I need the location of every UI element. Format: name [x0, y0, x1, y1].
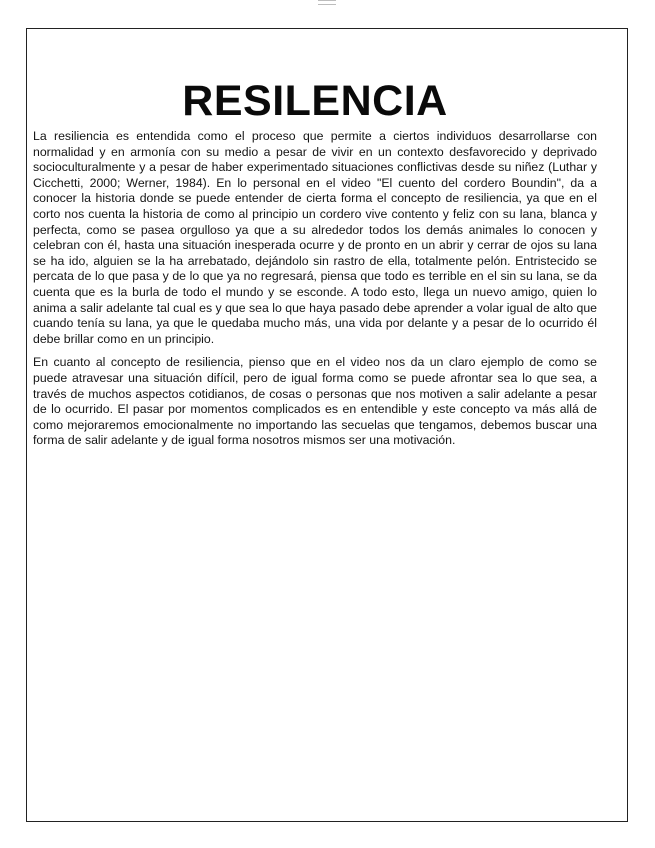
page-title: RESILENCIA: [182, 77, 448, 125]
document-body: [33, 48, 597, 449]
paragraph-1: La resiliencia es entendida como el proceso que permite a ciertos individuos desarrollarse con normalidad y en armonía con su medio a pesar de vivir en un contexto desfavorecido y deprivado socioculturalmente y a pesar de haber experimentado situaciones conflictivas desde su niñez (Luthar y Cicchetti, 2000; Werner, 1984). En lo personal en el video "El cuento del cordero Boundin", da a conocer la historia donde se puede entender de cierta forma el concepto de resiliencia, ya que en el corto nos cuenta la historia de como al principio un cordero vive contento y feliz con su lana, blanca y perfecta, como se pasea orgulloso ya que a su alrededor todos los demás animales lo conocen y celebran con él, hasta una situación inesperada ocurre y de pronto en un abrir y cerrar de ojos su lana se ha ido, alguien se la ha arrebatado, dejándolo sin rastro de ella, totalmente pelón. Entristecido se percata de lo que pasa y de lo que ya no regresará, piensa que todo es terrible en el sin su lana, se da cuenta que es la burla de todo el mundo y se esconde. A todo esto, llega un nuevo amigo, quien lo anima a salir adelante tal cual es y que sea lo que haya pasado debe aprender a volar igual de alto que cuando tenía su lana, ya que le quedaba mucho más, una vida por delante y a pesar de lo ocurrido él debe brillar como en un principio.: [33, 129, 597, 346]
paragraph-2: En cuanto al concepto de resiliencia, pienso que en el video nos da un claro ejemplo de como se puede atravesar una situación difícil, pero de igual forma como se puede afrontar sea lo que sea, a través de muchos aspectos cotidianos, de cosas o personas que nos motiven a salir adelante a pesar de lo ocurrido. El pasar por momentos complicados es en entendible y este concepto va más allá de como mejoraremos emocionalmente no importando las secuelas que tengamos, debemos buscar una forma de salir adelante y de igual forma nosotros mismos ser una motivación.: [33, 355, 597, 448]
page-top-marker: [318, 0, 336, 5]
